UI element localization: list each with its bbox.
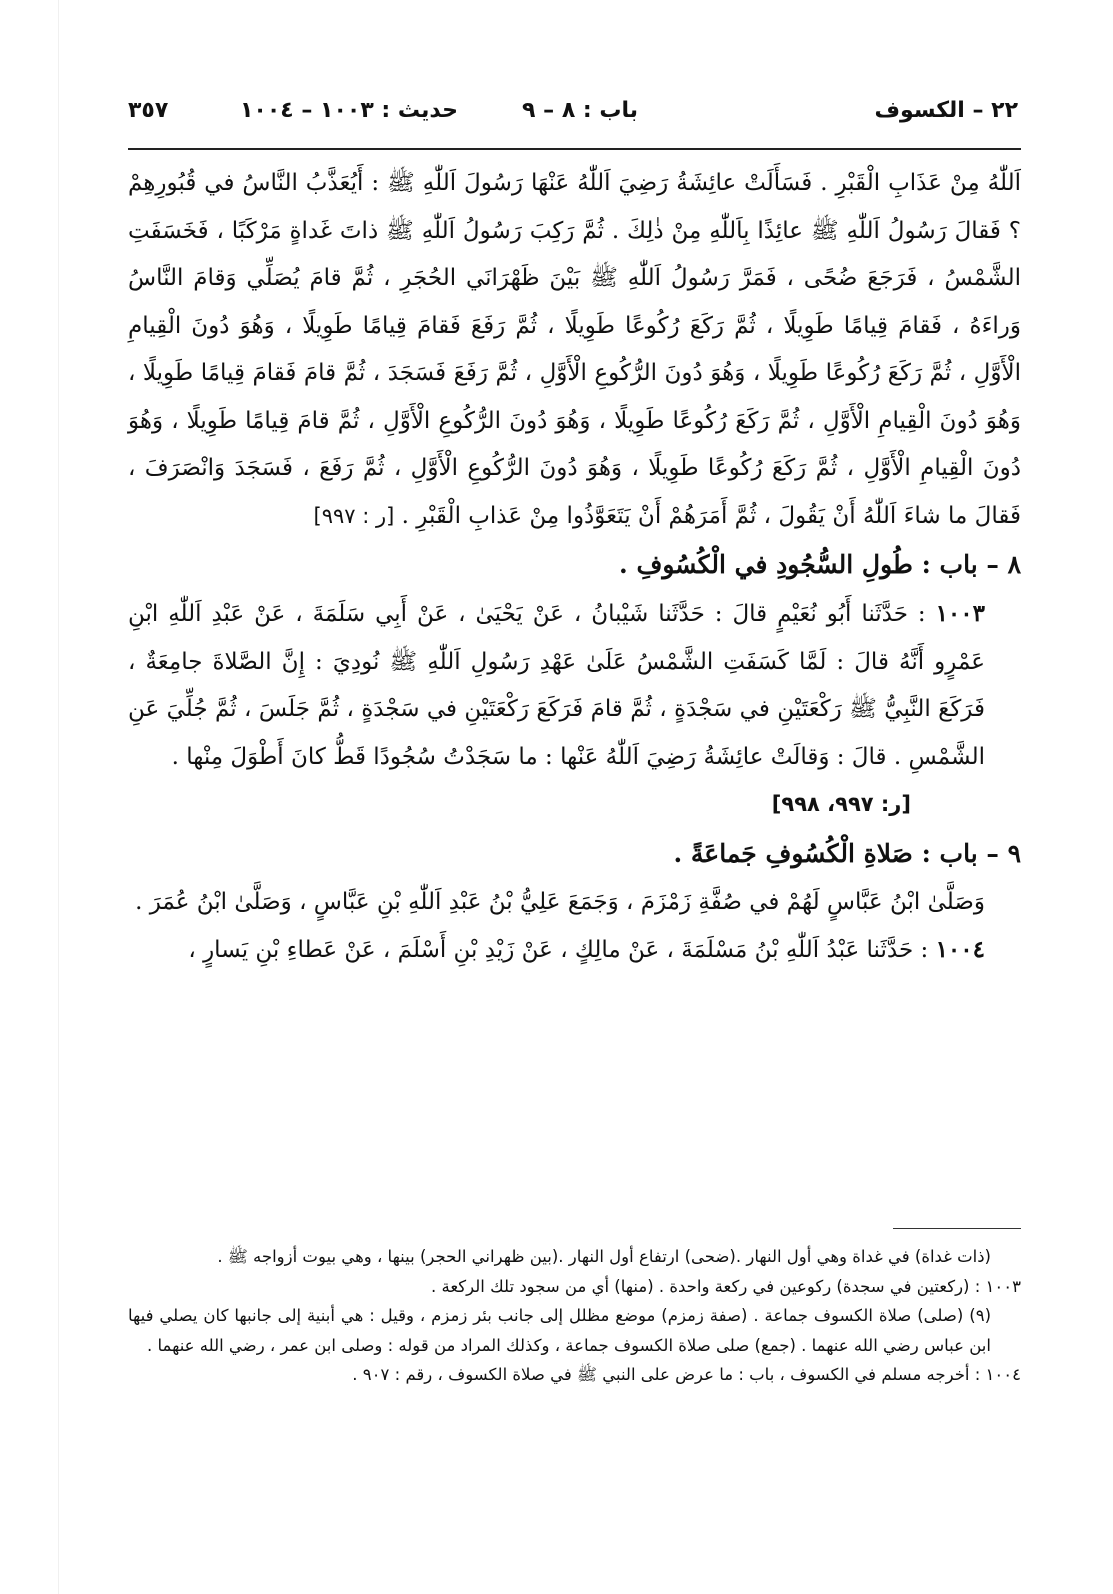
bab-9-text: وَصَلَّىٰ ابْنُ عَبَّاسٍ لَهُمْ في صُفَّةِ زَمْزَمَ ، وَجَمَعَ عَلِيُّ بْنُ عَبْدِ اَللّٰهِ بْنِ عَبَّاسٍ ، وَصَلَّىٰ ابْنُ عُمَرَ . (135, 888, 985, 915)
bab-8-number: ٨ – باب : (921, 550, 1021, 579)
hadith-1003-text: : حَدَّثَنا أَبُو نُعَيْمٍ قالَ : حَدَّثَنا شَيْبانُ ، عَنْ يَحْيَىٰ ، عَنْ أَبِي سَلَمَةَ ، عَنْ عَبْدِ اَللّٰهِ ابْنِ عَمْرٍو أَنَّهُ قالَ : لَمَّا كَسَفَتِ الشَّمْسُ عَلَىٰ عَهْدِ رَسُولِ اَللّٰهِ ﷺ نُودِيَ : إِنَّ الصَّلاةَ جامِعَةٌ ، فَرَكَعَ النَّبِيُّ ﷺ رَكْعَتَيْنِ في سَجْدَةٍ ، ثُمَّ قامَ فَرَكَعَ رَكْعَتَيْنِ في سَجْدَةٍ ، ثُمَّ جَلَسَ ، ثُمَّ جُلِّيَ عَنِ الشَّمْسِ . قالَ : وَقالَتْ عائِشَةُ رَضِيَ اَللّٰهُ عَنْها : ما سَجَدْتُ سُجُودًا قَطُّ كانَ أَطْوَلَ مِنْها . (128, 601, 985, 770)
bab-9-title: صَلاةِ الْكُسُوفِ جَماعَةً . (673, 838, 913, 868)
scan-edge (58, 0, 59, 1594)
footnote-1004: ١٠٠٤ : أخرجه مسلم في الكسوف ، باب : ما عرض على النبي ﷺ في صلاة الكسوف ، رقم : ٩٠٧ . (352, 1365, 1021, 1384)
page-number: ٣٥٧ (128, 97, 169, 123)
footnotes (128, 1242, 1021, 1390)
main-text (128, 160, 1021, 975)
bab-range: باب : ٨ – ٩ (522, 97, 638, 123)
chapter-title: ٢٢ – الكسوف (874, 97, 1018, 123)
hadith-1004-number: ١٠٠٤ (935, 936, 985, 963)
footnote-bab-9: (٩) (صلى) صلاة الكسوف جماعة . (صفة زمزم) موضع مظلل إلى جانب بئر زمزم ، وقيل : هي أبنية إلى جانبها كان يصلي فيها ابن عباس رضي الله عنهما . (جمع) صلى صلاة الكسوف جماعة ، وكذلك المراد من قوله : وصلى ابن عمر ، رضي الله عنهما . (128, 1306, 991, 1355)
footnote-dhat-ghadat: (ذات غداة) في غداة وهي أول النهار .(ضحى) ارتفاع أول النهار .(بين ظهراني الحجر) بينها ، وهي بيوت أزواجه ﷺ . (217, 1247, 991, 1266)
header-rule (128, 148, 1021, 150)
continuation-paragraph (128, 160, 1021, 540)
continuation-ref: [ر : ٩٩٧] (313, 503, 395, 528)
hadith-1003 (128, 590, 1021, 781)
bab-8-title: طُولِ السُّجُودِ في الْكُسُوفِ . (619, 550, 913, 579)
running-header (128, 88, 1018, 132)
bab-8-heading (128, 540, 1021, 590)
continuation-text: اَللّٰهُ مِنْ عَذَابِ الْقَبْرِ . فَسَأَلَتْ عائِشَةُ رَضِيَ اَللّٰهُ عَنْهَا رَسُولَ اَللّٰهِ ﷺ : أَيُعَذَّبُ النَّاسُ في قُبُورِهِمْ ؟ فَقالَ رَسُولُ اَللّٰهِ ﷺ عائِذًا بِاَللّٰهِ مِنْ ذٰلِكَ . ثُمَّ رَكِبَ رَسُولُ اَللّٰهِ ﷺ ذاتَ غَداةٍ مَرْكَبًا ، فَخَسَفَتِ الشَّمْسُ ، فَرَجَعَ ضُحًى ، فَمَرَّ رَسُولُ اَللّٰهِ ﷺ بَيْنَ ظَهْرَانَي الحُجَرِ ، ثُمَّ قامَ يُصَلِّي وَقامَ النَّاسُ وَراءَهُ ، فَقامَ قِيامًا طَوِيلًا ، ثُمَّ رَكَعَ رُكُوعًا طَوِيلًا ، ثُمَّ رَفَعَ فَقامَ قِيامًا طَوِيلًا ، وَهُوَ دُونَ الْقِيامِ الْأَوَّلِ ، ثُمَّ رَكَعَ رُكُوعًا طَوِيلًا ، وَهُوَ دُونَ الرُّكُوعِ الْأَوَّلِ ، ثُمَّ رَفَعَ فَسَجَدَ ، ثُمَّ قامَ فَقامَ قِيامًا طَوِيلًا ، وَهُوَ دُونَ الْقِيامِ الْأَوَّلِ ، ثُمَّ رَكَعَ رُكُوعًا طَوِيلًا ، وَهُوَ دُونَ الرُّكُوعِ الْأَوَّلِ ، ثُمَّ قامَ قِيامًا طَوِيلًا ، وَهُوَ دُونَ الْقِيامِ الْأَوَّلِ ، ثُمَّ رَكَعَ رُكُوعًا طَوِيلًا ، وَهُوَ دُونَ الرُّكُوعِ الْأَوَّلِ ، ثُمَّ رَفَعَ ، فَسَجَدَ وَانْصَرَفَ ، فَقالَ ما شاءَ اَللّٰهُ أَنْ يَقُولَ ، ثُمَّ أَمَرَهُمْ أَنْ يَتَعَوَّذُوا مِنْ عَذابِ الْقَبْرِ . (128, 170, 1021, 529)
footnote-rule (893, 1228, 1021, 1229)
bab-9-heading (128, 829, 1021, 879)
bab-9-number: ٩ – باب : (921, 838, 1021, 868)
hadith-1004-text: : حَدَّثَنا عَبْدُ اَللّٰهِ بْنُ مَسْلَمَةَ ، عَنْ مالِكٍ ، عَنْ زَيْدِ بْنِ أَسْلَمَ ، عَنْ عَطاءِ بْنِ يَسارٍ ، (188, 937, 929, 963)
hadith-1004 (128, 926, 1021, 975)
hadith-range: حديث : ١٠٠٣ – ١٠٠٤ (240, 97, 458, 123)
footnote-1003: ١٠٠٣ : (ركعتين في سجدة) ركوعين في ركعة واحدة . (منها) أي من سجود تلك الركعة . (431, 1276, 1021, 1296)
hadith-1003-ref: [ر: ٩٩٧، ٩٩٨] (771, 792, 911, 816)
hadith-1003-number: ١٠٠٣ (935, 600, 985, 627)
